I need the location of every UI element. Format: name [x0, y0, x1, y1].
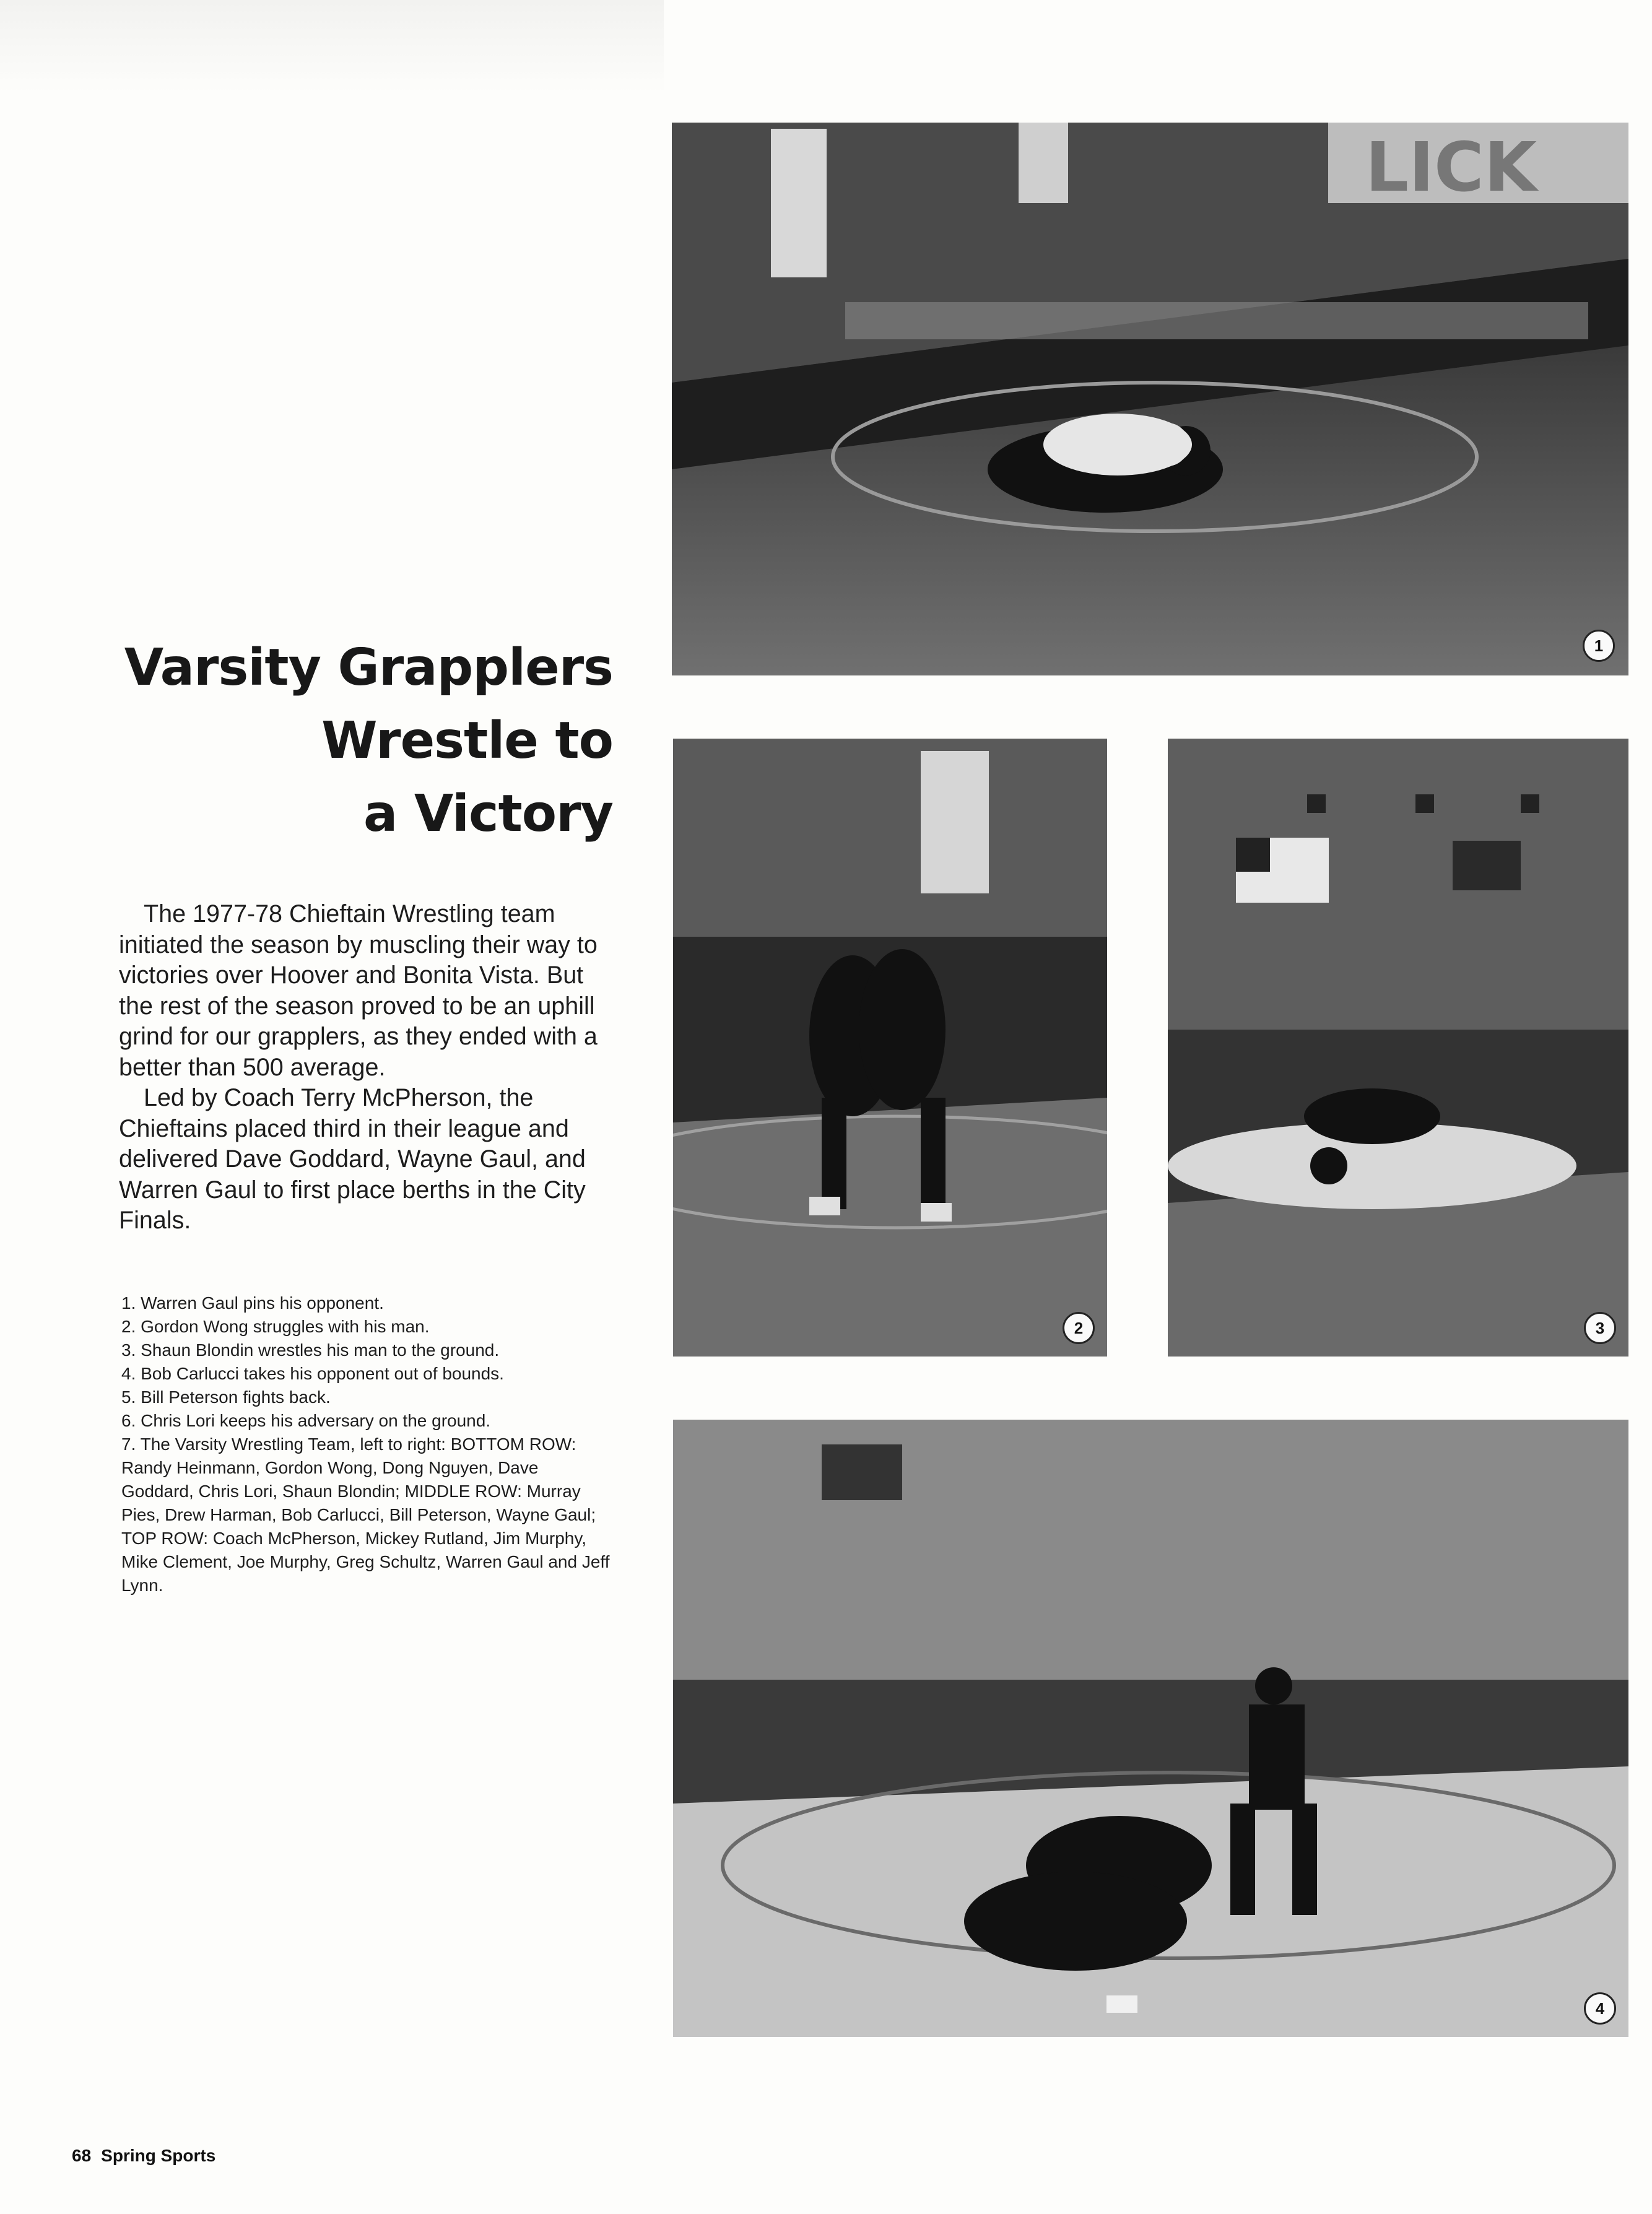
title-line: a Victory [363, 784, 613, 843]
photo-4-image [673, 1420, 1628, 2037]
photo-1-wrestling-pin [672, 123, 1628, 675]
photo-3-image [1168, 739, 1628, 1357]
caption-item: 5. Bill Peterson fights back. [121, 1387, 331, 1407]
caption-item: 1. Warren Gaul pins his opponent. [121, 1293, 384, 1313]
page-top-shade [0, 0, 664, 93]
photo-2-image [673, 739, 1107, 1357]
photo-4-referee-and-wrestlers [673, 1420, 1628, 2037]
photo-2-wrestlers-standing [673, 739, 1107, 1357]
section-name: Spring Sports [101, 2146, 216, 2165]
photo-1-image [672, 123, 1628, 675]
photo-3-wrestling-on-ground [1168, 739, 1628, 1357]
caption-item: 7. The Varsity Wrestling Team, left to right: BOTTOM ROW: Randy Heinmann, Gordon Wong, Dong Nguyen, Dave Goddard, Chris Lori, Shaun Blondin; MIDDLE ROW: Murray Pies, Drew Harman, Bob Carlucci, Bill Peterson, Wayne Gaul; TOP ROW: Coach McPherson, Mickey Rutland, Jim Murphy, Mike Clement, Joe Murphy, Greg Schultz, Warren Gaul and Jeff Lynn. [121, 1435, 610, 1595]
article-body [119, 899, 614, 1236]
wall-sign-text: LICK [1365, 128, 1537, 207]
page-number: 68 [72, 2146, 92, 2165]
title-line: Wrestle to [321, 711, 613, 770]
photo-number-badge: 3 [1584, 1312, 1616, 1344]
caption-item: 6. Chris Lori keeps his adversary on the ground. [121, 1411, 491, 1430]
caption-item: 2. Gordon Wong struggles with his man. [121, 1317, 430, 1336]
photo-number-badge: 4 [1584, 1992, 1616, 2025]
body-paragraph: Led by Coach Terry McPherson, the Chieftains placed third in their league and delivered Dave Goddard, Wayne Gaul, and Warren Gaul to first place berths in the City Finals. [119, 1084, 586, 1234]
caption-item: 4. Bob Carlucci takes his opponent out of bounds. [121, 1364, 504, 1383]
page-footer [72, 2146, 225, 2166]
caption-item: 3. Shaun Blondin wrestles his man to the ground. [121, 1340, 500, 1360]
article-title [118, 632, 613, 851]
body-paragraph: The 1977-78 Chieftain Wrestling team initiated the season by muscling their way to victories over Hoover and Bonita Vista. But the rest of the season proved to be an uphill grind for our grapplers, as they ended with a better than 500 average. [119, 900, 598, 1081]
photo-captions [121, 1292, 611, 1597]
title-line: Varsity Grapplers [124, 638, 613, 697]
photo-number-badge: 2 [1063, 1312, 1095, 1344]
photo-number-badge: 1 [1583, 630, 1615, 662]
